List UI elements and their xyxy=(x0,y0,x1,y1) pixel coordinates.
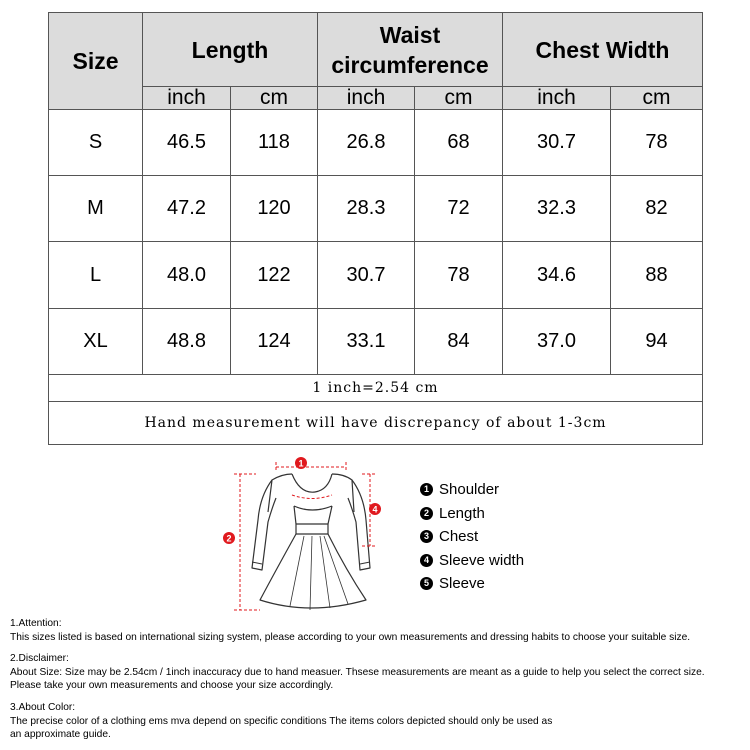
conversion-note: 1 inch=2.54 cm xyxy=(49,374,703,401)
table-row xyxy=(49,308,703,374)
unit-cell: inch xyxy=(143,87,231,110)
length-cm-cell: 118 xyxy=(231,110,318,176)
size-cell: M xyxy=(49,176,143,242)
legend-label: Length xyxy=(439,504,485,522)
unit-cell: cm xyxy=(611,87,703,110)
length-cm-cell: 124 xyxy=(231,308,318,374)
attention-text: This sizes listed is based on international sizing system, please according to your own measurements and dressing habits to choose your suitable size. xyxy=(10,631,691,643)
marker-4-label: 4 xyxy=(372,504,378,515)
chest-header: Chest Width xyxy=(503,13,703,87)
legend-label: Shoulder xyxy=(439,481,500,499)
size-chart-table xyxy=(48,12,703,445)
unit-cell: cm xyxy=(415,87,503,110)
table-row xyxy=(49,176,703,242)
chest-inch-cell: 34.6 xyxy=(503,242,611,308)
length-cm-cell: 122 xyxy=(231,242,318,308)
marker-1-label: 1 xyxy=(298,458,304,469)
legend-item xyxy=(420,525,524,549)
waist-cm-cell: 84 xyxy=(415,308,503,374)
size-cell: S xyxy=(49,110,143,176)
waist-cm-cell: 68 xyxy=(415,110,503,176)
disclaimer-text: Please take your own measurements and choose your size accordingly. xyxy=(10,680,334,692)
color-text: an approximate guide. xyxy=(10,729,111,741)
conversion-row xyxy=(49,374,703,401)
waist-header-line2: circumference xyxy=(331,51,489,78)
attention-title: 1.Attention: xyxy=(10,618,62,629)
waist-inch-cell: 28.3 xyxy=(318,176,415,242)
dress-bodice xyxy=(268,474,354,524)
legend-item xyxy=(420,502,524,526)
legend-label: Sleeve xyxy=(439,575,485,593)
dress-neckline xyxy=(292,474,332,492)
chest-inch-cell: 30.7 xyxy=(503,110,611,176)
length-inch-cell: 47.2 xyxy=(143,176,231,242)
legend-label: Sleeve width xyxy=(439,551,525,569)
waist-inch-cell: 30.7 xyxy=(318,242,415,308)
waist-header-line1: Waist xyxy=(379,21,441,48)
size-cell: L xyxy=(49,242,143,308)
unit-cell: inch xyxy=(503,87,611,110)
legend-item xyxy=(420,478,524,502)
color-text: The precise color of a clothing ems mva depend on specific conditions The items colors depicted should only be used as xyxy=(10,715,553,727)
dress-belt xyxy=(296,524,328,534)
shoulder-guide xyxy=(276,462,346,472)
color-title: 3.About Color: xyxy=(10,701,76,713)
measurement-legend xyxy=(420,478,524,596)
waist-cm-cell: 78 xyxy=(415,242,503,308)
chest-guide xyxy=(292,495,332,499)
size-cell: XL xyxy=(49,308,143,374)
chest-inch-cell: 37.0 xyxy=(503,308,611,374)
discrepancy-row xyxy=(49,401,703,444)
disclaimer-title: 2.Disclaimer: xyxy=(10,653,69,665)
size-notes xyxy=(10,617,745,742)
waist-cm-cell: 72 xyxy=(415,176,503,242)
length-cm-cell: 120 xyxy=(231,176,318,242)
legend-number-icon: 3 xyxy=(420,530,433,543)
length-header: Length xyxy=(143,13,318,87)
chest-cm-cell: 94 xyxy=(611,308,703,374)
legend-label: Chest xyxy=(439,528,479,546)
legend-item xyxy=(420,549,524,573)
waist-inch-cell: 26.8 xyxy=(318,110,415,176)
legend-number-icon: 2 xyxy=(420,507,433,520)
table-row xyxy=(49,110,703,176)
length-inch-cell: 48.8 xyxy=(143,308,231,374)
length-inch-cell: 46.5 xyxy=(143,110,231,176)
marker-2-label: 2 xyxy=(226,533,232,544)
unit-cell: cm xyxy=(231,87,318,110)
legend-number-icon: 1 xyxy=(420,483,433,496)
dress-skirt xyxy=(260,534,366,608)
chest-inch-cell: 32.3 xyxy=(503,176,611,242)
notes-spacer xyxy=(10,644,745,652)
legend-number-icon: 4 xyxy=(420,554,433,567)
legend-item xyxy=(420,572,524,596)
discrepancy-note: Hand measurement will have discrepancy of about 1-3cm xyxy=(49,401,703,444)
length-guide xyxy=(234,474,260,610)
chest-cm-cell: 78 xyxy=(611,110,703,176)
length-inch-cell: 48.0 xyxy=(143,242,231,308)
dress-measurement-figure xyxy=(220,450,395,620)
header-row xyxy=(49,13,703,87)
dress-skirt-pleats xyxy=(290,536,348,610)
size-header: Size xyxy=(49,13,143,110)
dress-left-sleeve xyxy=(252,480,276,570)
waist-inch-cell: 33.1 xyxy=(318,308,415,374)
dress-right-sleeve xyxy=(348,480,370,570)
chest-cm-cell: 82 xyxy=(611,176,703,242)
waist-header xyxy=(318,13,503,87)
unit-cell: inch xyxy=(318,87,415,110)
table-row xyxy=(49,242,703,308)
notes-spacer xyxy=(10,693,745,701)
unit-row xyxy=(49,87,703,110)
disclaimer-text: About Size: Size may be 2.54cm / 1inch inaccuracy due to hand measuer. Thsese measurements are meant as a guide to help you select the correct size. xyxy=(10,666,705,678)
chest-cm-cell: 88 xyxy=(611,242,703,308)
dress-outline xyxy=(252,474,370,610)
legend-number-icon: 5 xyxy=(420,577,433,590)
